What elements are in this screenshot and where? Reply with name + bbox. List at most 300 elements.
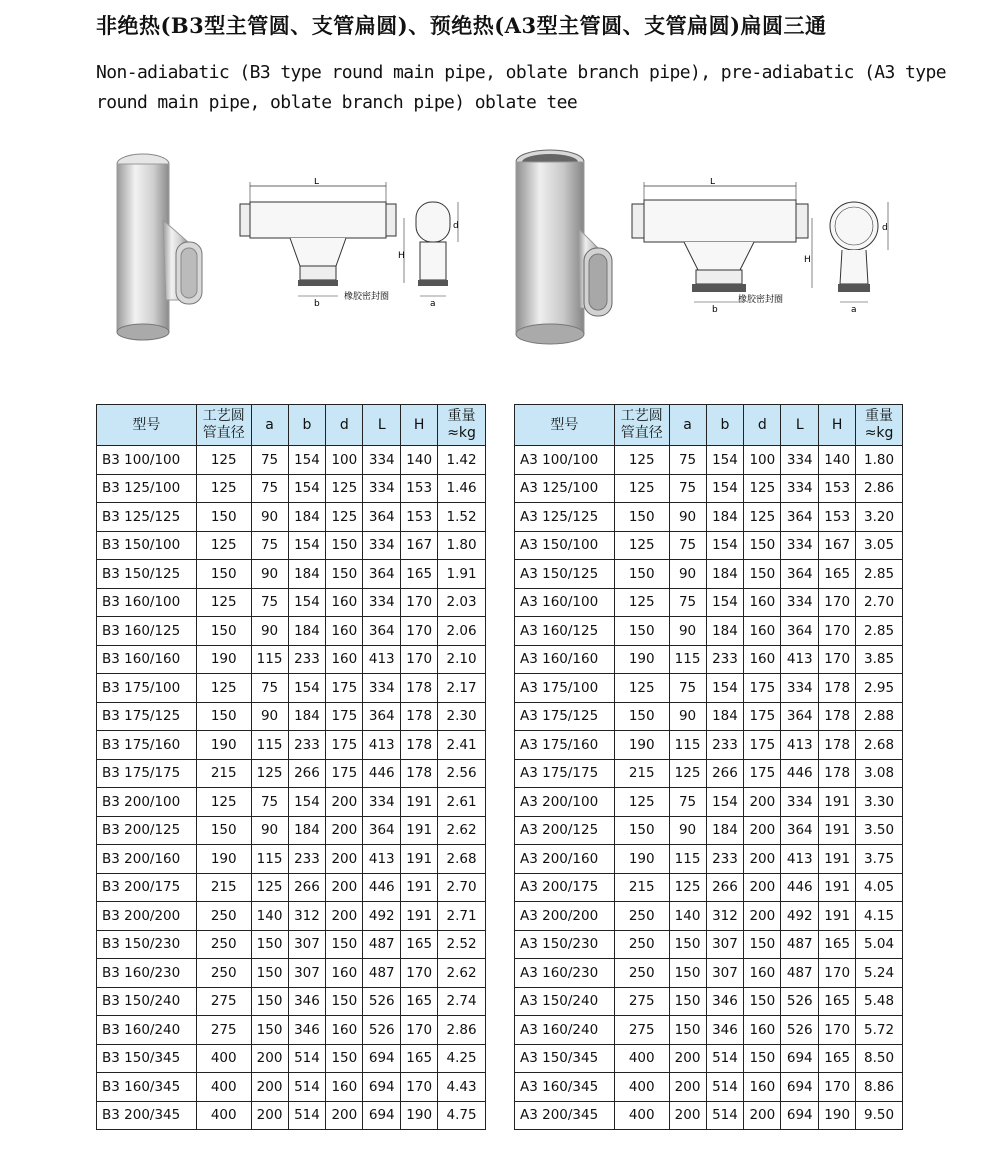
table-row [515,474,903,503]
a-cell: 150 [669,959,706,988]
a-cell: 200 [251,1044,288,1073]
table-header-row [97,405,486,446]
a-cell: 200 [251,1073,288,1102]
b-cell: 154 [706,788,744,817]
a-cell: 90 [669,503,706,532]
weight-cell: 2.85 [856,617,903,646]
model-cell: A3 200/345 [515,1101,615,1130]
H-cell: 191 [819,816,856,845]
d-cell: 150 [744,1044,781,1073]
model-cell: A3 175/160 [515,731,615,760]
header-b: b [706,405,744,446]
table-row [515,816,903,845]
header-model: 型号 [97,405,197,446]
table-row [97,759,486,788]
process-diameter-cell: 150 [196,816,251,845]
table-row [515,788,903,817]
process-diameter-cell: 125 [196,531,251,560]
H-cell: 153 [819,474,856,503]
process-diameter-cell: 190 [614,645,669,674]
process-diameter-cell: 400 [196,1101,251,1130]
d-cell: 160 [744,588,781,617]
H-cell: 165 [819,1044,856,1073]
table-row [97,560,486,589]
model-cell: B3 200/200 [97,902,197,931]
model-cell: B3 150/125 [97,560,197,589]
model-cell: A3 200/100 [515,788,615,817]
H-cell: 191 [819,845,856,874]
weight-cell: 1.91 [438,560,486,589]
b3-table-body [97,446,486,1130]
L-cell: 334 [363,474,401,503]
model-cell: B3 125/125 [97,503,197,532]
d-cell: 160 [326,1016,363,1045]
model-cell: A3 160/230 [515,959,615,988]
a-cell: 90 [669,702,706,731]
process-diameter-cell: 150 [614,702,669,731]
a-cell: 75 [251,674,288,703]
b-cell: 184 [706,702,744,731]
table-row [515,759,903,788]
b-cell: 307 [288,959,326,988]
weight-cell: 2.06 [438,617,486,646]
a-cell: 75 [669,474,706,503]
a3-label-d: d [882,223,888,233]
model-cell: B3 200/125 [97,816,197,845]
d-cell: 125 [326,474,363,503]
a-cell: 75 [251,588,288,617]
b-cell: 346 [288,1016,326,1045]
d-cell: 160 [326,588,363,617]
a-cell: 150 [669,930,706,959]
L-cell: 526 [781,1016,819,1045]
a-cell: 75 [669,531,706,560]
L-cell: 364 [781,816,819,845]
process-diameter-cell: 150 [196,560,251,589]
d-cell: 100 [326,446,363,475]
L-cell: 334 [363,674,401,703]
a-cell: 115 [669,645,706,674]
weight-cell: 5.72 [856,1016,903,1045]
L-cell: 413 [781,731,819,760]
H-cell: 170 [401,959,438,988]
model-cell: B3 160/160 [97,645,197,674]
table-row [515,674,903,703]
H-cell: 170 [819,617,856,646]
d-cell: 200 [744,1101,781,1130]
header-process-diameter: 工艺圆 管直径 [196,405,251,446]
b-cell: 154 [706,674,744,703]
b-cell: 346 [706,987,744,1016]
model-cell: A3 175/125 [515,702,615,731]
d-cell: 200 [744,845,781,874]
b-cell: 184 [288,503,326,532]
b3-label-a: a [430,299,436,309]
table-row [515,503,903,532]
d-cell: 150 [744,930,781,959]
b-cell: 307 [288,930,326,959]
a-cell: 90 [251,503,288,532]
model-cell: B3 160/125 [97,617,197,646]
weight-cell: 2.41 [438,731,486,760]
H-cell: 170 [401,1073,438,1102]
table-row [515,987,903,1016]
a-cell: 150 [669,1016,706,1045]
L-cell: 364 [363,816,401,845]
H-cell: 170 [401,645,438,674]
process-diameter-cell: 150 [614,503,669,532]
model-cell: A3 160/160 [515,645,615,674]
table-row [97,674,486,703]
a-cell: 75 [251,474,288,503]
table-row [515,588,903,617]
process-diameter-cell: 150 [196,702,251,731]
L-cell: 364 [363,617,401,646]
process-diameter-cell: 400 [614,1101,669,1130]
H-cell: 178 [819,702,856,731]
b-cell: 154 [706,588,744,617]
a-cell: 140 [251,902,288,931]
process-diameter-cell: 215 [614,873,669,902]
model-cell: A3 150/125 [515,560,615,589]
process-diameter-cell: 400 [614,1044,669,1073]
H-cell: 191 [819,788,856,817]
a-cell: 125 [251,873,288,902]
model-cell: A3 150/230 [515,930,615,959]
table-row [97,531,486,560]
b-cell: 184 [288,702,326,731]
b-cell: 514 [706,1044,744,1073]
weight-cell: 8.50 [856,1044,903,1073]
d-cell: 150 [326,560,363,589]
table-row [97,902,486,931]
process-diameter-cell: 215 [614,759,669,788]
H-cell: 140 [819,446,856,475]
b-cell: 266 [288,873,326,902]
a3-label-seal: 橡胶密封圈 [738,295,784,305]
H-cell: 191 [401,816,438,845]
d-cell: 200 [744,902,781,931]
model-cell: B3 150/100 [97,531,197,560]
table-row [515,617,903,646]
model-cell: B3 160/230 [97,959,197,988]
b-cell: 266 [288,759,326,788]
table-row [515,1044,903,1073]
a-cell: 140 [669,902,706,931]
table-row [515,731,903,760]
a-cell: 200 [669,1101,706,1130]
d-cell: 175 [744,702,781,731]
L-cell: 334 [363,531,401,560]
d-cell: 160 [326,645,363,674]
table-row [515,1101,903,1130]
table-row [515,930,903,959]
d-cell: 200 [326,816,363,845]
a-cell: 150 [669,987,706,1016]
header-d: d [744,405,781,446]
L-cell: 334 [363,588,401,617]
b3-spec-table [96,404,486,1130]
b-cell: 154 [288,674,326,703]
a3-label-L: L [710,178,716,187]
b-cell: 233 [706,845,744,874]
L-cell: 364 [781,702,819,731]
L-cell: 694 [781,1044,819,1073]
weight-cell: 2.74 [438,987,486,1016]
a-cell: 115 [669,845,706,874]
table-row [97,816,486,845]
d-cell: 200 [744,873,781,902]
a-cell: 125 [669,873,706,902]
b-cell: 154 [706,531,744,560]
header-a: a [669,405,706,446]
L-cell: 487 [363,930,401,959]
d-cell: 200 [326,902,363,931]
L-cell: 526 [363,1016,401,1045]
b-cell: 154 [706,446,744,475]
L-cell: 334 [781,588,819,617]
table-row [97,617,486,646]
process-diameter-cell: 125 [614,446,669,475]
H-cell: 165 [401,1044,438,1073]
process-diameter-cell: 150 [196,503,251,532]
table-row [97,1101,486,1130]
b-cell: 184 [288,617,326,646]
weight-cell: 2.70 [438,873,486,902]
table-row [97,987,486,1016]
H-cell: 170 [819,1016,856,1045]
model-cell: B3 200/160 [97,845,197,874]
a-cell: 200 [669,1073,706,1102]
table-row [515,873,903,902]
L-cell: 334 [781,446,819,475]
d-cell: 175 [744,759,781,788]
H-cell: 191 [401,788,438,817]
H-cell: 178 [819,759,856,788]
model-cell: B3 175/175 [97,759,197,788]
a-cell: 115 [251,731,288,760]
d-cell: 150 [326,531,363,560]
weight-cell: 3.05 [856,531,903,560]
d-cell: 175 [326,731,363,760]
d-cell: 150 [326,930,363,959]
weight-cell: 1.46 [438,474,486,503]
process-diameter-cell: 125 [196,674,251,703]
weight-cell: 2.17 [438,674,486,703]
table-row [515,1073,903,1102]
b3-label-H: H [398,251,405,261]
L-cell: 487 [781,930,819,959]
process-diameter-cell: 400 [196,1044,251,1073]
H-cell: 165 [819,930,856,959]
weight-cell: 5.04 [856,930,903,959]
table-row [97,788,486,817]
table-row [515,1016,903,1045]
process-diameter-cell: 275 [196,1016,251,1045]
L-cell: 446 [363,759,401,788]
a-cell: 75 [669,588,706,617]
b-cell: 184 [288,560,326,589]
a3-tee-photo [508,148,618,348]
a-cell: 125 [669,759,706,788]
L-cell: 364 [363,560,401,589]
weight-cell: 3.75 [856,845,903,874]
weight-cell: 9.50 [856,1101,903,1130]
weight-cell: 2.62 [438,959,486,988]
b-cell: 233 [288,845,326,874]
L-cell: 413 [363,645,401,674]
process-diameter-cell: 275 [614,987,669,1016]
b3-tee-photo [108,150,208,350]
weight-cell: 4.15 [856,902,903,931]
H-cell: 191 [401,845,438,874]
process-diameter-cell: 150 [196,617,251,646]
a-cell: 150 [251,930,288,959]
process-diameter-cell: 215 [196,873,251,902]
d-cell: 200 [744,816,781,845]
table-row [515,845,903,874]
d-cell: 160 [326,617,363,646]
H-cell: 191 [819,873,856,902]
process-diameter-cell: 190 [196,845,251,874]
d-cell: 150 [326,1044,363,1073]
d-cell: 160 [744,645,781,674]
d-cell: 175 [326,674,363,703]
process-diameter-cell: 250 [614,959,669,988]
weight-cell: 2.86 [856,474,903,503]
H-cell: 153 [819,503,856,532]
table-row [515,702,903,731]
H-cell: 165 [401,560,438,589]
H-cell: 191 [401,873,438,902]
process-diameter-cell: 190 [614,731,669,760]
a-cell: 115 [251,645,288,674]
weight-cell: 2.62 [438,816,486,845]
a-cell: 75 [251,788,288,817]
b-cell: 184 [706,816,744,845]
table-row [97,474,486,503]
H-cell: 170 [401,588,438,617]
b-cell: 312 [288,902,326,931]
b3-label-seal: 橡胶密封圈 [344,292,390,302]
L-cell: 334 [363,446,401,475]
L-cell: 526 [363,987,401,1016]
H-cell: 178 [401,731,438,760]
b-cell: 233 [706,731,744,760]
d-cell: 160 [744,1073,781,1102]
H-cell: 167 [401,531,438,560]
model-cell: B3 125/100 [97,474,197,503]
weight-cell: 3.08 [856,759,903,788]
table-row [97,702,486,731]
L-cell: 526 [781,987,819,1016]
process-diameter-cell: 125 [196,788,251,817]
process-diameter-cell: 125 [196,474,251,503]
model-cell: A3 160/125 [515,617,615,646]
process-diameter-cell: 150 [614,617,669,646]
L-cell: 364 [781,617,819,646]
H-cell: 170 [819,959,856,988]
a3-table-body [515,446,903,1130]
table-row [97,731,486,760]
weight-cell: 2.52 [438,930,486,959]
b-cell: 346 [288,987,326,1016]
weight-cell: 2.30 [438,702,486,731]
L-cell: 492 [781,902,819,931]
process-diameter-cell: 275 [196,987,251,1016]
weight-cell: 2.88 [856,702,903,731]
process-diameter-cell: 250 [614,902,669,931]
process-diameter-cell: 250 [196,959,251,988]
model-cell: A3 150/240 [515,987,615,1016]
process-diameter-cell: 250 [614,930,669,959]
model-cell: A3 200/200 [515,902,615,931]
process-diameter-cell: 250 [196,902,251,931]
page-title: 非绝热(B3型主管圆、支管扁圆)、预绝热(A3型主管圆、支管扁圆)扁圆三通 [96,13,827,38]
a-cell: 200 [251,1101,288,1130]
process-diameter-cell: 125 [614,674,669,703]
header-H: H [819,405,856,446]
header-a: a [251,405,288,446]
b-cell: 154 [288,788,326,817]
L-cell: 413 [363,731,401,760]
a-cell: 115 [669,731,706,760]
a-cell: 150 [251,1016,288,1045]
a-cell: 90 [669,560,706,589]
weight-cell: 2.68 [856,731,903,760]
a-cell: 90 [669,816,706,845]
table-row [97,930,486,959]
L-cell: 694 [781,1073,819,1102]
L-cell: 364 [363,702,401,731]
model-cell: B3 200/345 [97,1101,197,1130]
model-cell: A3 200/175 [515,873,615,902]
d-cell: 200 [744,788,781,817]
d-cell: 150 [326,987,363,1016]
d-cell: 200 [326,1101,363,1130]
a-cell: 150 [251,987,288,1016]
d-cell: 160 [744,1016,781,1045]
H-cell: 165 [401,930,438,959]
weight-cell: 4.43 [438,1073,486,1102]
L-cell: 364 [781,503,819,532]
b-cell: 266 [706,873,744,902]
a3-tee-drawing [628,178,898,318]
process-diameter-cell: 150 [614,560,669,589]
d-cell: 125 [326,503,363,532]
a-cell: 90 [251,816,288,845]
b-cell: 154 [706,474,744,503]
b-cell: 307 [706,930,744,959]
d-cell: 160 [326,959,363,988]
H-cell: 165 [819,560,856,589]
process-diameter-cell: 150 [614,816,669,845]
H-cell: 178 [401,759,438,788]
model-cell: B3 150/345 [97,1044,197,1073]
weight-cell: 2.10 [438,645,486,674]
b-cell: 184 [706,617,744,646]
model-cell: B3 200/100 [97,788,197,817]
d-cell: 100 [744,446,781,475]
table-row [515,560,903,589]
L-cell: 694 [781,1101,819,1130]
table-row [515,446,903,475]
b3-label-L: L [314,178,320,187]
H-cell: 170 [401,617,438,646]
weight-cell: 2.61 [438,788,486,817]
a-cell: 75 [669,674,706,703]
table-header-row [515,405,903,446]
